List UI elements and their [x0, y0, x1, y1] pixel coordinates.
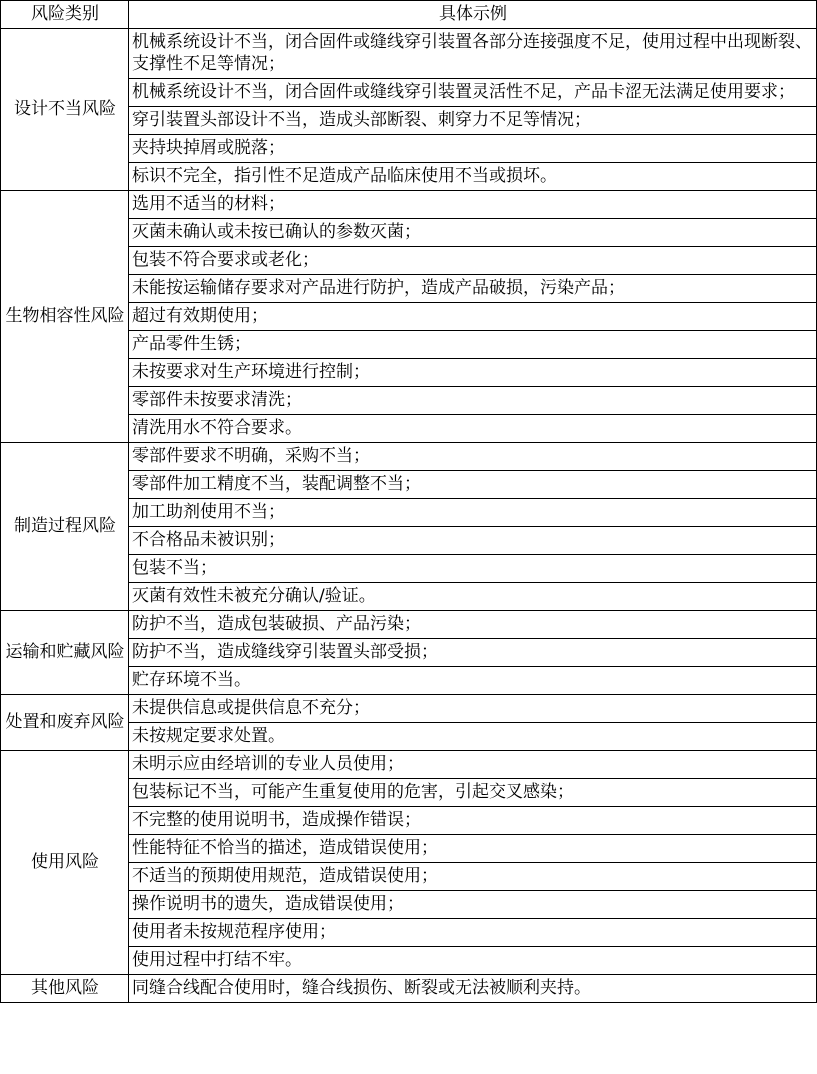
category-cell-other: 其他风险	[1, 975, 129, 1003]
example-cell: 不适当的预期使用规范，造成错误使用；	[129, 863, 817, 891]
header-category: 风险类别	[1, 1, 129, 29]
category-cell-transport: 运输和贮藏风险	[1, 611, 129, 695]
example-cell: 未明示应由经培训的专业人员使用；	[129, 751, 817, 779]
example-cell: 未提供信息或提供信息不充分；	[129, 695, 817, 723]
example-cell: 标识不完全，指引性不足造成产品临床使用不当或损坏。	[129, 163, 817, 191]
header-row	[1, 1, 817, 29]
example-cell: 加工助剂使用不当；	[129, 499, 817, 527]
example-cell: 未按规定要求处置。	[129, 723, 817, 751]
example-cell: 防护不当，造成缝线穿引装置头部受损；	[129, 639, 817, 667]
example-cell: 贮存环境不当。	[129, 667, 817, 695]
example-cell: 机械系统设计不当，闭合固件或缝线穿引装置灵活性不足，产品卡涩无法满足使用要求；	[129, 79, 817, 107]
example-cell: 灭菌未确认或未按已确认的参数灭菌；	[129, 219, 817, 247]
example-cell: 操作说明书的遗失，造成错误使用；	[129, 891, 817, 919]
example-cell: 包装标记不当，可能产生重复使用的危害，引起交叉感染；	[129, 779, 817, 807]
example-cell: 零部件加工精度不当，装配调整不当；	[129, 471, 817, 499]
example-cell: 超过有效期使用；	[129, 303, 817, 331]
example-cell: 选用不适当的材料；	[129, 191, 817, 219]
example-cell: 不完整的使用说明书，造成操作错误；	[129, 807, 817, 835]
category-cell-biocompat: 生物相容性风险	[1, 191, 129, 443]
table-row	[1, 29, 817, 79]
category-cell-manufacturing: 制造过程风险	[1, 443, 129, 611]
header-examples: 具体示例	[129, 1, 817, 29]
example-cell: 灭菌有效性未被充分确认/验证。	[129, 583, 817, 611]
category-cell-disposal: 处置和废弃风险	[1, 695, 129, 751]
example-cell: 机械系统设计不当，闭合固件或缝线穿引装置各部分连接强度不足，使用过程中出现断裂、支撑性不足等情况；	[129, 29, 817, 79]
example-cell: 夹持块掉屑或脱落；	[129, 135, 817, 163]
table-row	[1, 611, 817, 639]
example-cell: 产品零件生锈；	[129, 331, 817, 359]
example-cell: 性能特征不恰当的描述，造成错误使用；	[129, 835, 817, 863]
example-cell: 零部件要求不明确，采购不当；	[129, 443, 817, 471]
example-cell: 不合格品未被识别；	[129, 527, 817, 555]
table-row	[1, 191, 817, 219]
category-cell-use: 使用风险	[1, 751, 129, 975]
table-row	[1, 695, 817, 723]
table-row	[1, 975, 817, 1003]
example-cell: 使用者未按规范程序使用；	[129, 919, 817, 947]
example-cell: 包装不符合要求或老化；	[129, 247, 817, 275]
example-cell: 清洗用水不符合要求。	[129, 415, 817, 443]
table-row	[1, 751, 817, 779]
category-cell-design: 设计不当风险	[1, 29, 129, 191]
example-cell: 未按要求对生产环境进行控制；	[129, 359, 817, 387]
example-cell: 包装不当；	[129, 555, 817, 583]
example-cell: 防护不当，造成包装破损、产品污染；	[129, 611, 817, 639]
example-cell: 使用过程中打结不牢。	[129, 947, 817, 975]
table-row	[1, 443, 817, 471]
example-cell: 穿引装置头部设计不当，造成头部断裂、刺穿力不足等情况；	[129, 107, 817, 135]
example-cell: 未能按运输储存要求对产品进行防护，造成产品破损，污染产品；	[129, 275, 817, 303]
example-cell: 同缝合线配合使用时，缝合线损伤、断裂或无法被顺利夹持。	[129, 975, 817, 1003]
example-cell: 零部件未按要求清洗；	[129, 387, 817, 415]
